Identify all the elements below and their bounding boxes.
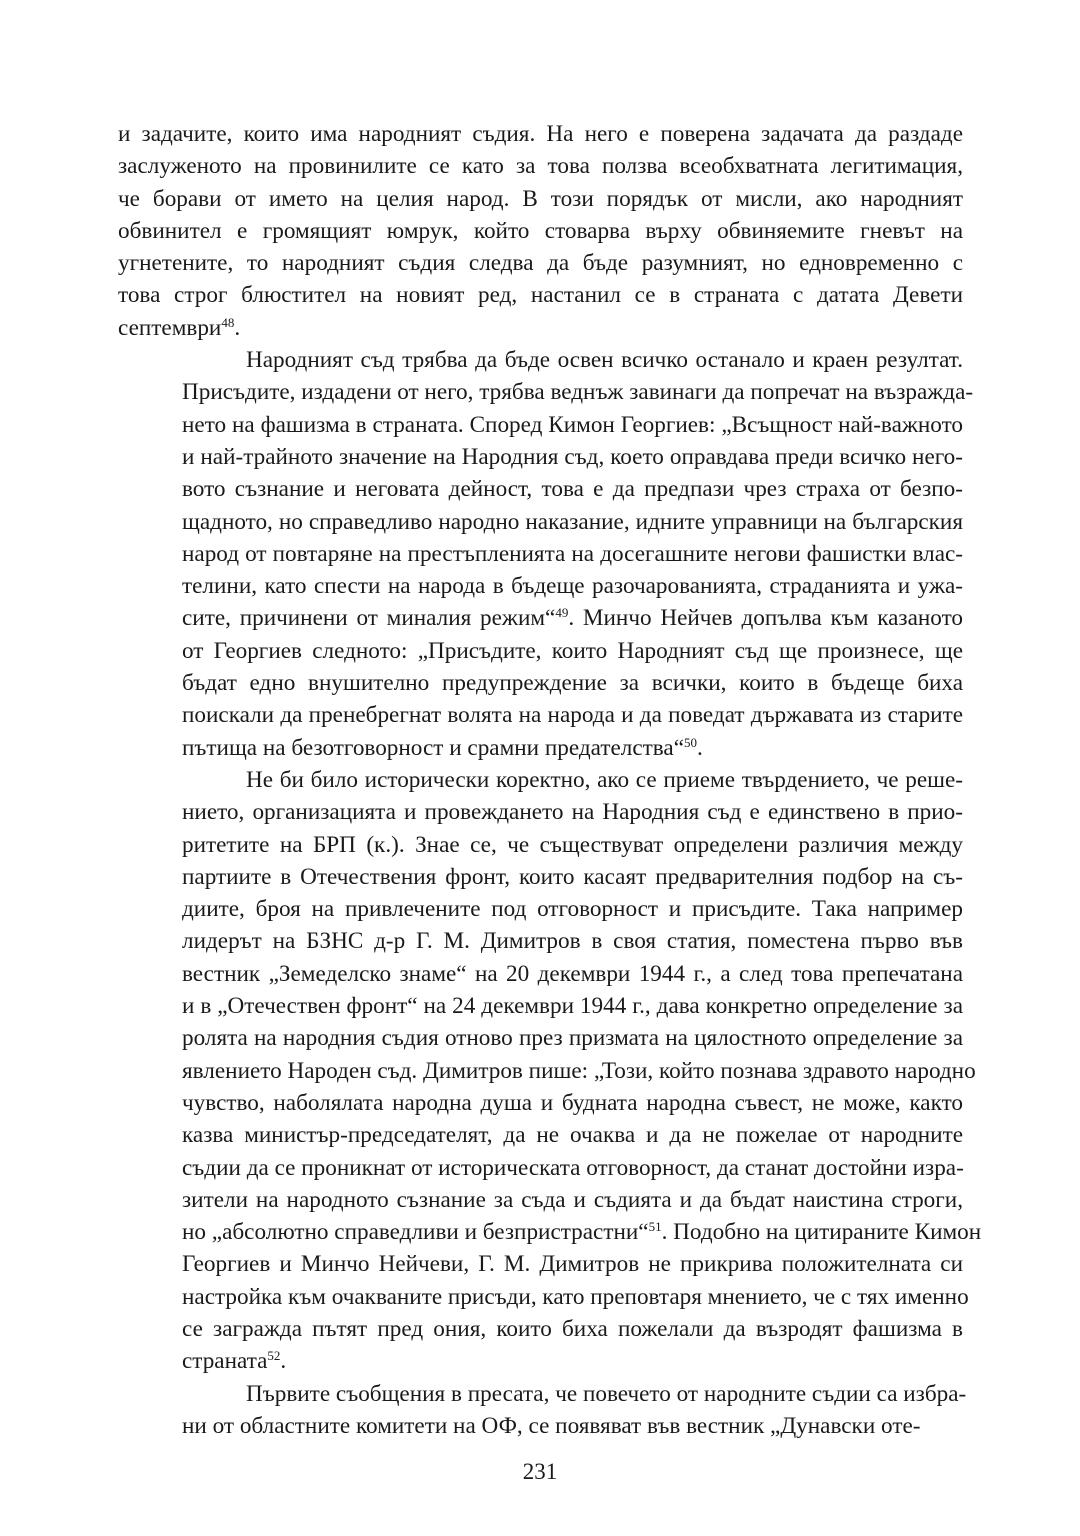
line-text: народ от повтаряне на престъпленията на досегашните негови фашистки влас-	[182, 540, 963, 567]
line-text-continued: . Минчо Нейчев допълва към казаното	[568, 605, 963, 632]
text-line	[118, 118, 963, 150]
line-text: и най-трайното значение на Народния съд, което оправдава преди всичко него-	[182, 443, 963, 470]
text-line	[118, 893, 963, 925]
line-text: зители на народното съзнание за съда и съдията и да бъдат наистина строги,	[182, 1186, 963, 1213]
footnote-reference: 50	[684, 734, 697, 750]
line-text-continued: . Подобно на цитираните Кимон	[661, 1219, 982, 1246]
text-line	[118, 344, 963, 376]
line-text: поискали да пренебрегнат волята на народа и да поведат държавата из старите	[182, 702, 963, 729]
footnote-reference: 49	[555, 605, 569, 621]
line-text-continued: .	[697, 734, 703, 761]
text-line	[118, 1184, 963, 1216]
line-text: Георгиев и Минчо Нейчеви, Г. М. Димитров не прикрива положителната си	[182, 1251, 963, 1278]
text-line	[118, 861, 963, 893]
line-text: сите, причинени от миналия режим“	[182, 605, 556, 632]
line-text: нието, организацията и провеждането на Народния съд е единствено в прио-	[182, 799, 963, 826]
text-line	[118, 376, 974, 408]
text-line	[118, 829, 963, 861]
text-line	[118, 699, 963, 731]
text-line	[118, 1313, 963, 1345]
line-text: това строг блюстител на новият ред, настанил се в страната с датата Девети	[118, 282, 963, 309]
text-line	[118, 312, 963, 344]
line-text: бъдат едно внушително предупреждение за всички, които в бъдеще биха	[182, 670, 963, 697]
text-line	[118, 279, 963, 311]
line-text: вестник „Земеделско знаме“ на 20 декември 1944 г., а след това препечатана	[182, 960, 963, 987]
paragraph	[118, 118, 963, 344]
text-line	[118, 635, 963, 667]
text-line	[118, 1119, 963, 1151]
text-line	[118, 1378, 967, 1410]
line-text-continued: .	[234, 314, 241, 341]
line-text: но „абсолютно справедливи и безпристрастни“	[182, 1219, 649, 1246]
line-text: вото съзнание и неговата дейност, това е да предпази чрез страха от безпо-	[182, 476, 963, 503]
page-number: 231	[522, 1459, 558, 1484]
text-line	[118, 1281, 969, 1313]
line-text: диите, броя на привлечените под отговорност и присъдите. Така например	[182, 896, 963, 923]
line-text: нето на фашизма в страната. Според Кимон Георгиев: „Всъщност най-важното	[182, 411, 963, 438]
line-text: от Георгиев следното: „Присъдите, които Народният съд ще произнесе, ще	[182, 637, 963, 664]
line-text: че борави от името на целия народ. В този порядък от мисли, ако народният	[118, 185, 963, 212]
footnote-reference: 48	[221, 314, 235, 330]
text-line	[118, 1152, 963, 1184]
text-line	[118, 247, 963, 279]
line-text: се заграждa пътят пред ония, които биха пожелали да възродят фашизма в	[182, 1315, 963, 1342]
line-text: Не би било исторически коректно, ако се приеме твърдението, че реше-	[246, 766, 963, 793]
footnote-reference: 51	[648, 1219, 662, 1235]
line-text: Присъдите, издадени от него, трябва веднъж завинаги да попречат на възражда-	[182, 379, 974, 406]
line-text: казва министър-председателят, да не очаква и да не пожелае от народните	[182, 1122, 963, 1149]
text-line	[118, 570, 963, 602]
text-line	[118, 183, 963, 215]
line-text: лидерът на БЗНС д-р Г. М. Димитров в своя статия, поместена първо във	[182, 928, 963, 955]
text-line	[118, 1216, 982, 1248]
line-text: обвинител е громящият юмрук, който стоварва върху обвиняемите гневът на	[118, 217, 963, 244]
line-text: угнетените, то народният съдия следва да бъде разумният, но едновременно с	[118, 250, 963, 277]
line-text: ролята на народния съдия отново през призмата на цялостното определение за	[182, 1025, 963, 1052]
line-text: чувство, наболялата народна душа и будната народна съвест, не може, както	[182, 1089, 963, 1116]
text-line	[118, 764, 963, 796]
text-line	[118, 409, 963, 441]
text-line	[118, 1055, 976, 1087]
line-text: явлението Народен съд. Димитров пише: „Този, който познава здравото народно	[182, 1057, 976, 1084]
footnote-reference: 52	[267, 1348, 281, 1364]
line-text: телини, като спести на народа в бъдеще разочарованията, страданията и ужа-	[182, 573, 963, 600]
line-text: съдии да се проникнат от историческата отговорност, да станат достойни изра-	[182, 1154, 964, 1181]
text-line	[118, 1410, 963, 1442]
document-body	[118, 118, 982, 1442]
line-text-continued: .	[280, 1348, 287, 1375]
text-line	[118, 1345, 963, 1377]
line-text: пътища на безотговорност и срамни предателства“	[182, 734, 684, 761]
text-line	[118, 1087, 963, 1119]
line-text: и задачите, които има народният съдия. На него е поверена задачата да раздаде	[118, 121, 963, 147]
line-text: септември	[118, 314, 222, 341]
line-text: страната	[182, 1348, 268, 1375]
text-line	[118, 473, 963, 505]
text-line	[118, 441, 963, 473]
text-line	[118, 990, 963, 1022]
line-text: настройка към очакваните присъди, като преповтаря мнението, че с тях именно	[182, 1283, 969, 1310]
text-line	[118, 602, 963, 634]
text-line	[118, 150, 963, 182]
line-text: Народният съд трябва да бъде освен всичко останало и краен резултат.	[246, 347, 963, 374]
text-line	[118, 506, 963, 538]
line-text: Първите съобщения в пресата, че повечето от народните съдии са избра-	[246, 1380, 967, 1407]
text-line	[118, 925, 963, 957]
line-text: заслуженото на провинилите се като за това ползва всеобхватната легитимация,	[118, 153, 963, 180]
line-text: партиите в Отечествения фронт, които касаят предварителния подбор на съ-	[182, 863, 963, 890]
text-line	[118, 215, 963, 247]
text-line	[118, 538, 963, 570]
line-text: щадното, но справедливо народно наказание, идните управници на българския	[182, 508, 963, 535]
line-text: ритетите на БРП (к.). Знае се, че съществуват определени различия между	[182, 831, 963, 858]
text-line	[118, 796, 963, 828]
paragraph	[118, 1378, 967, 1443]
paragraph	[118, 344, 974, 764]
text-line	[118, 958, 963, 990]
text-line	[118, 1022, 963, 1054]
text-line	[118, 667, 963, 699]
paragraph	[118, 764, 982, 1378]
text-line	[118, 1248, 963, 1280]
line-text: и в „Отечествен фронт“ на 24 декември 1944 г., дава конкретно определение за	[182, 993, 963, 1020]
text-line	[118, 732, 963, 764]
line-text: ни от областните комитети на ОФ, се появяват във вестник „Дунавски оте-	[182, 1412, 921, 1439]
